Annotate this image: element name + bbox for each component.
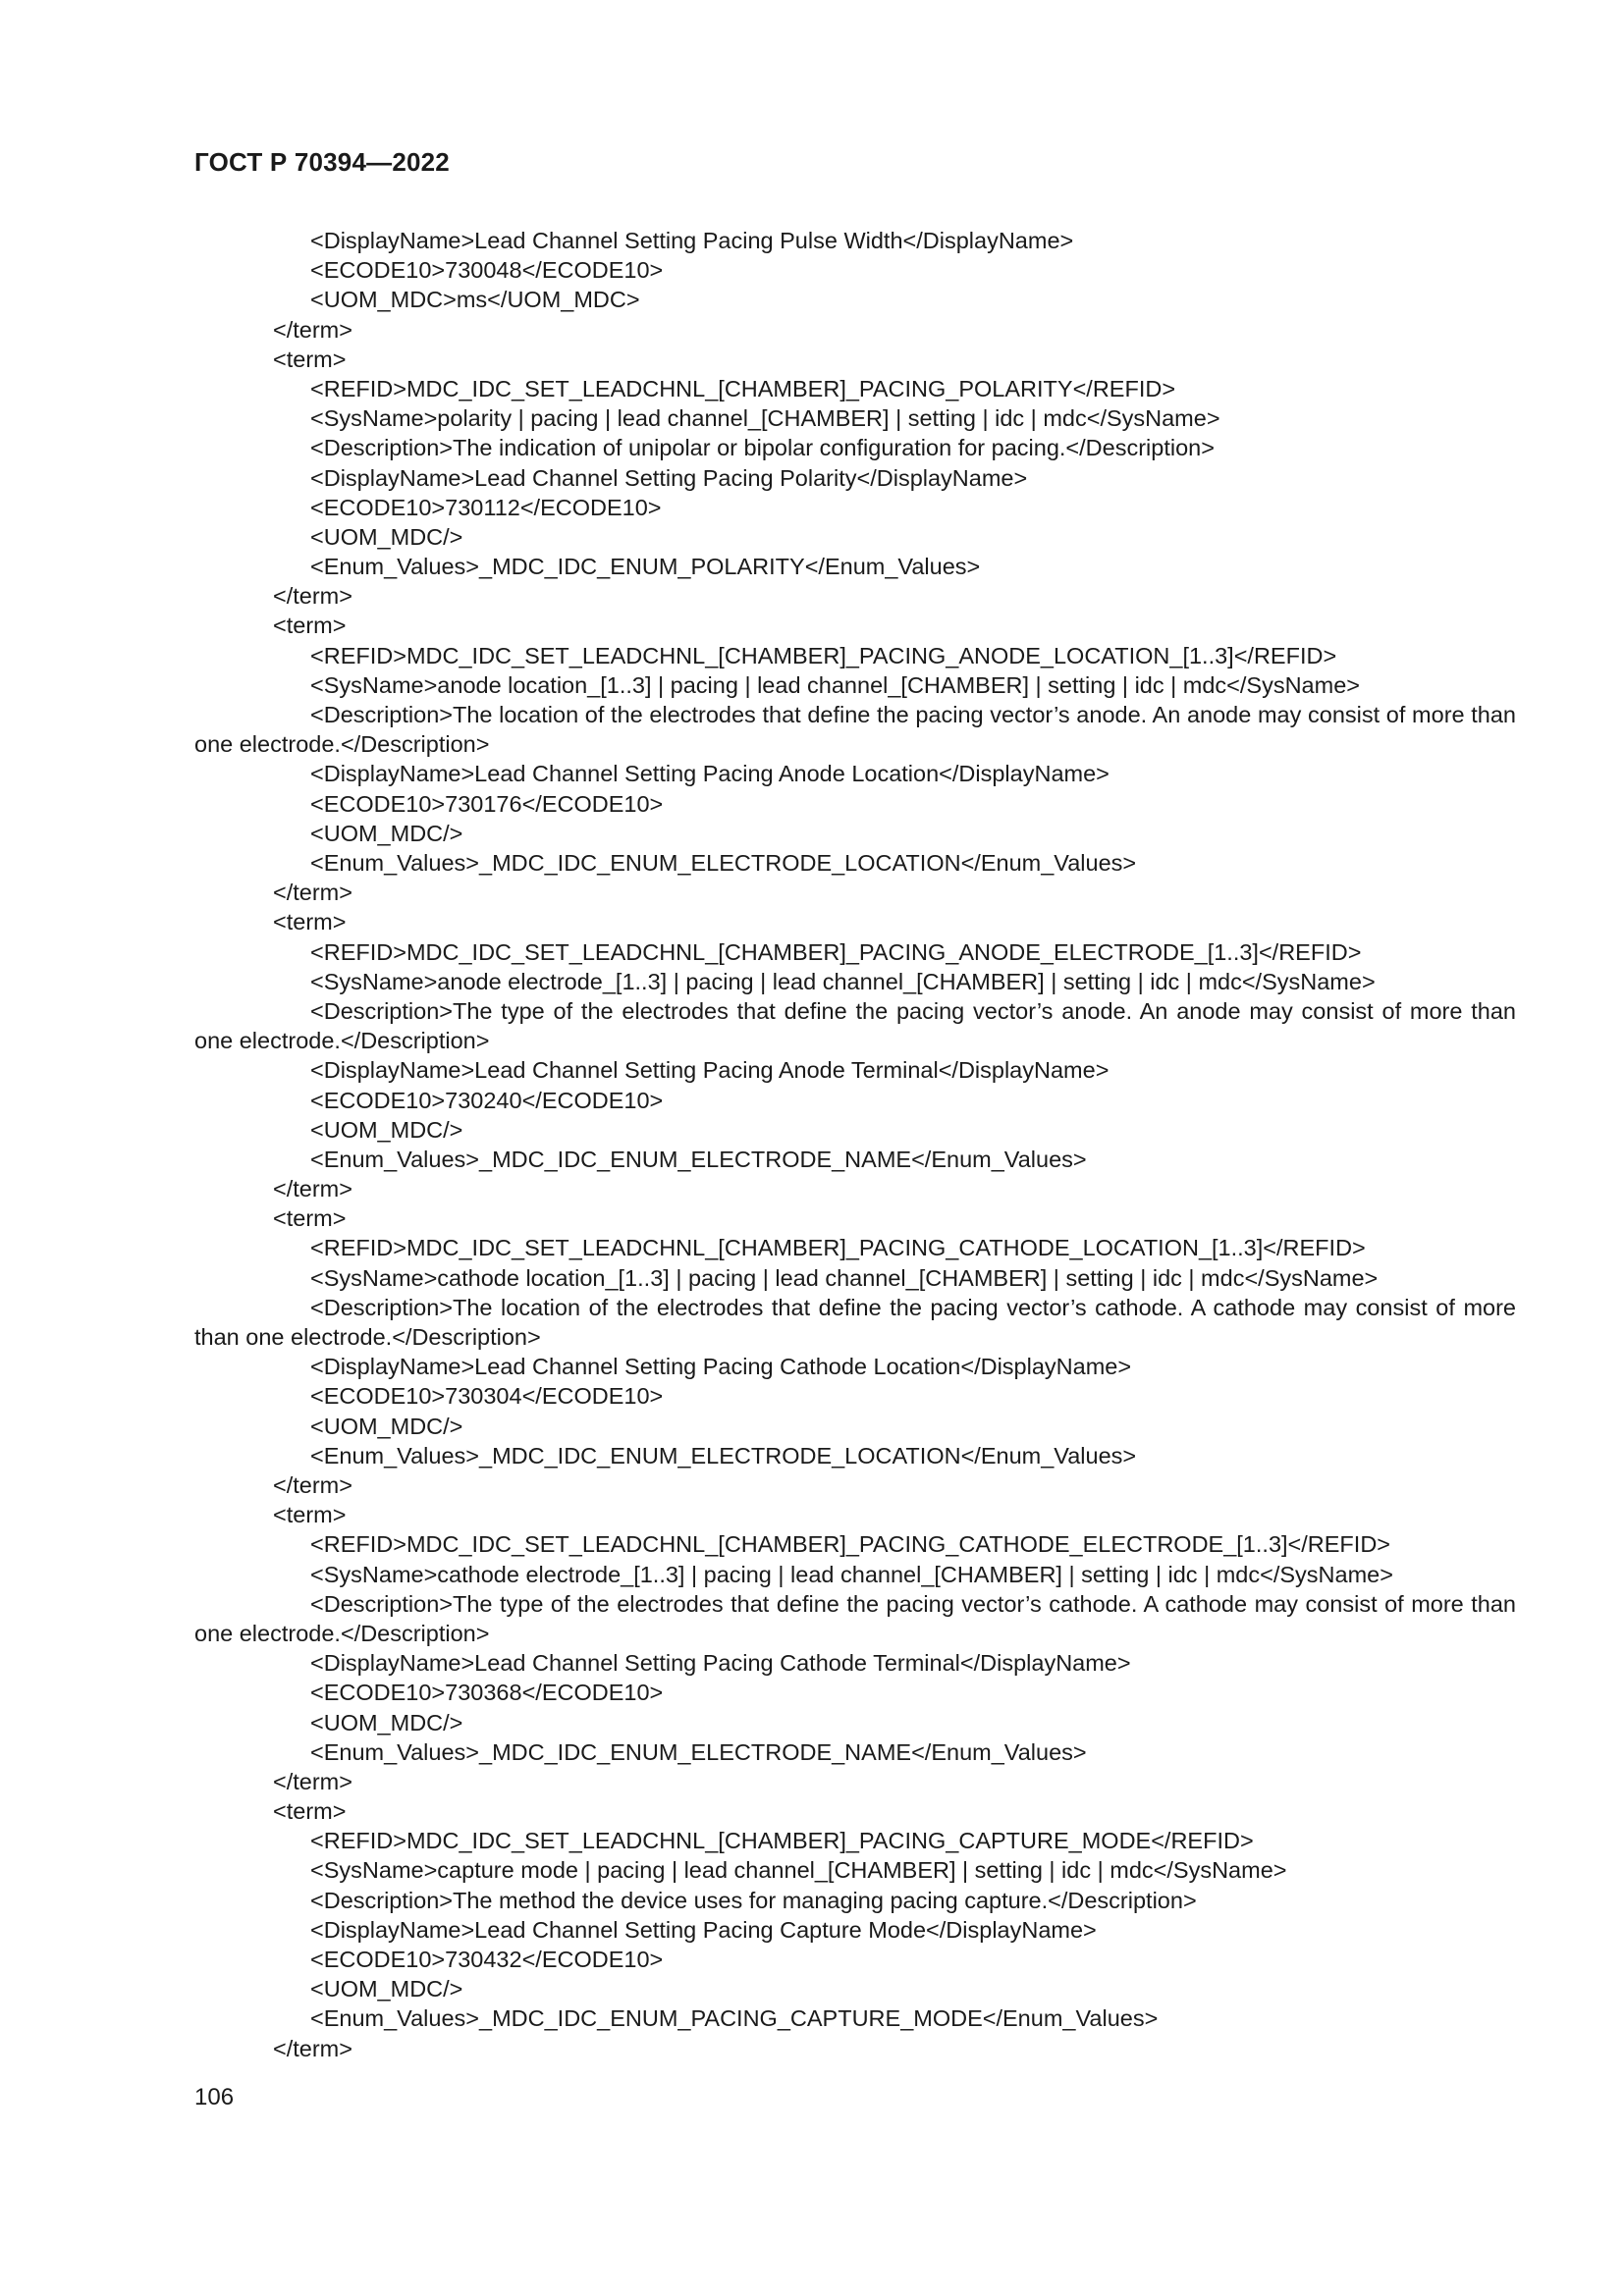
listing-line: <SysName>capture mode | pacing | lead channel_[CHAMBER] | setting | idc | mdc</SysName>	[310, 1857, 1287, 1884]
listing-line: <SysName>anode electrode_[1..3] | pacing | lead channel_[CHAMBER] | setting | idc | mdc</SysName>	[310, 968, 1376, 994]
listing-line: <UOM_MDC/>	[310, 1413, 463, 1439]
listing-line: <DisplayName>Lead Channel Setting Pacing Anode Location</DisplayName>	[310, 761, 1110, 787]
listing-line: <Enum_Values>_MDC_IDC_ENUM_ELECTRODE_NAME</Enum_Values>	[310, 1738, 1087, 1765]
listing-line: </term>	[273, 1768, 352, 1794]
document-header: ГОСТ Р 70394—2022	[194, 147, 450, 177]
listing-line: <term>	[273, 909, 347, 935]
listing-line: </term>	[273, 880, 352, 906]
xml-listing	[194, 226, 1516, 2063]
listing-line: </term>	[273, 1176, 352, 1202]
listing-line: <Description>The type of the electrodes that define the pacing vector’s anode. An anode may consist of more than one electrode.</Description>	[194, 997, 1516, 1054]
listing-line: <SysName>polarity | pacing | lead channel_[CHAMBER] | setting | idc | mdc</SysName>	[310, 405, 1220, 432]
listing-line: <term>	[273, 613, 347, 639]
listing-line: <DisplayName>Lead Channel Setting Pacing Cathode Terminal</DisplayName>	[310, 1650, 1131, 1677]
listing-line: <ECODE10>730048</ECODE10>	[310, 257, 664, 284]
listing-line: <UOM_MDC/>	[310, 1116, 463, 1143]
listing-line: <ECODE10>730304</ECODE10>	[310, 1383, 664, 1410]
listing-line: <term>	[273, 1502, 347, 1528]
listing-line: <ECODE10>730432</ECODE10>	[310, 1947, 664, 1972]
listing-line: <REFID>MDC_IDC_SET_LEADCHNL_[CHAMBER]_PACING_CATHODE_LOCATION_[1..3]</REFID>	[310, 1235, 1366, 1261]
listing-line: <Enum_Values>_MDC_IDC_ENUM_POLARITY</Enum_Values>	[310, 554, 981, 580]
listing-line: <DisplayName>Lead Channel Setting Pacing Cathode Location</DisplayName>	[310, 1354, 1132, 1380]
listing-line: <REFID>MDC_IDC_SET_LEADCHNL_[CHAMBER]_PACING_ANODE_ELECTRODE_[1..3]</REFID>	[310, 938, 1362, 965]
listing-line: <Description>The type of the electrodes that define the pacing vector’s cathode. A cathode may consist of more than one electrode.</Description>	[194, 1590, 1516, 1646]
listing-line: </term>	[273, 316, 352, 343]
listing-line: <ECODE10>730112</ECODE10>	[310, 494, 662, 520]
listing-line: </term>	[273, 2035, 352, 2061]
listing-line: <SysName>anode location_[1..3] | pacing | lead channel_[CHAMBER] | setting | idc | mdc</SysName>	[310, 671, 1360, 698]
listing-line: <DisplayName>Lead Channel Setting Pacing Polarity</DisplayName>	[310, 464, 1028, 491]
listing-line: <SysName>cathode electrode_[1..3] | pacing | lead channel_[CHAMBER] | setting | idc | mdc</SysName>	[310, 1561, 1393, 1587]
listing-line: <DisplayName>Lead Channel Setting Pacing Capture Mode</DisplayName>	[310, 1916, 1097, 1943]
listing-line: <ECODE10>730176</ECODE10>	[310, 790, 664, 817]
listing-line: <Enum_Values>_MDC_IDC_ENUM_PACING_CAPTURE_MODE</Enum_Values>	[310, 2005, 1159, 2032]
listing-line: <ECODE10>730240</ECODE10>	[310, 1087, 664, 1113]
listing-line: <term>	[273, 1798, 347, 1825]
listing-line: <UOM_MDC/>	[310, 523, 463, 550]
listing-line: <Description>The location of the electrodes that define the pacing vector’s cathode. A cathode may consist of more than one electrode.</Description>	[194, 1294, 1516, 1351]
listing-line: <DisplayName>Lead Channel Setting Pacing Pulse Width</DisplayName>	[310, 228, 1074, 253]
listing-line: </term>	[273, 583, 352, 610]
listing-line: <Enum_Values>_MDC_IDC_ENUM_ELECTRODE_LOCATION</Enum_Values>	[310, 849, 1137, 876]
listing-line: <REFID>MDC_IDC_SET_LEADCHNL_[CHAMBER]_PACING_CAPTURE_MODE</REFID>	[310, 1828, 1254, 1854]
listing-line: <DisplayName>Lead Channel Setting Pacing Anode Terminal</DisplayName>	[310, 1057, 1110, 1084]
listing-line: <ECODE10>730368</ECODE10>	[310, 1680, 664, 1706]
listing-line: <Enum_Values>_MDC_IDC_ENUM_ELECTRODE_LOCATION</Enum_Values>	[310, 1442, 1137, 1468]
listing-line: <UOM_MDC/>	[310, 820, 463, 846]
listing-line: <UOM_MDC>ms</UOM_MDC>	[310, 287, 640, 313]
listing-line: <REFID>MDC_IDC_SET_LEADCHNL_[CHAMBER]_PACING_ANODE_LOCATION_[1..3]</REFID>	[310, 642, 1337, 668]
listing-line: <SysName>cathode location_[1..3] | pacing | lead channel_[CHAMBER] | setting | idc | mdc</SysName>	[310, 1264, 1379, 1291]
listing-line: <UOM_MDC/>	[310, 1976, 463, 2002]
listing-line: </term>	[273, 1471, 352, 1498]
listing-line: <REFID>MDC_IDC_SET_LEADCHNL_[CHAMBER]_PACING_POLARITY</REFID>	[310, 375, 1176, 401]
page-number: 106	[194, 2084, 235, 2110]
listing-line: <Description>The method the device uses for managing pacing capture.</Description>	[310, 1887, 1197, 1913]
listing-line: <Enum_Values>_MDC_IDC_ENUM_ELECTRODE_NAME</Enum_Values>	[310, 1146, 1087, 1172]
listing-line: <term>	[273, 1205, 347, 1232]
listing-line: <UOM_MDC/>	[310, 1709, 463, 1735]
listing-line: <Description>The location of the electrodes that define the pacing vector’s anode. An anode may consist of more than one electrode.</Description>	[194, 702, 1516, 758]
listing-line: <Description>The indication of unipolar or bipolar configuration for pacing.</Description>	[310, 435, 1215, 461]
listing-line: <REFID>MDC_IDC_SET_LEADCHNL_[CHAMBER]_PACING_CATHODE_ELECTRODE_[1..3]</REFID>	[310, 1531, 1391, 1558]
listing-line: <term>	[273, 346, 347, 372]
